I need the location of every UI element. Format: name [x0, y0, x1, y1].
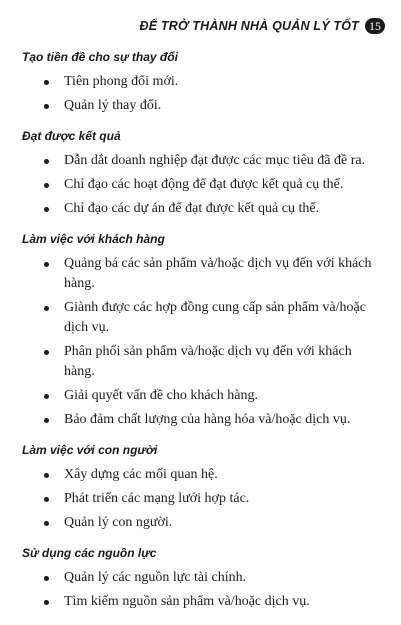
- list-item: [44, 72, 378, 92]
- section-heading: Làm việc với khách hàng: [22, 232, 165, 246]
- list-item: [44, 298, 378, 338]
- list-item: [44, 342, 378, 382]
- bullet-icon: [44, 350, 49, 355]
- list-item-text: Phát triển các mạng lưới hợp tác.: [64, 491, 250, 506]
- list-item: [44, 592, 378, 612]
- list-item: [44, 568, 378, 588]
- list-item-text: Tiên phong đổi mới.: [64, 74, 179, 89]
- list-item: [44, 151, 378, 171]
- bullet-icon: [44, 600, 49, 605]
- section-people: [22, 443, 378, 533]
- bullet-list: [22, 254, 378, 430]
- list-item-text: Giành được các hợp đồng cung cấp sản phẩm và/hoặc dịch vụ.: [64, 300, 366, 335]
- bullet-icon: [44, 473, 49, 478]
- list-item: [44, 386, 378, 406]
- bullet-icon: [44, 394, 49, 399]
- list-item-text: Tìm kiếm nguồn sản phẩm và/hoặc dịch vụ.: [64, 594, 310, 609]
- bullet-icon: [44, 306, 49, 311]
- list-item: [44, 489, 378, 509]
- list-item-text: Quản lý các nguồn lực tài chính.: [64, 570, 247, 585]
- bullet-list: [22, 72, 378, 116]
- list-item-text: Bảo đảm chất lượng của hàng hóa và/hoặc dịch vụ.: [64, 412, 351, 427]
- page-content: [22, 50, 378, 625]
- list-item-text: Dẫn dắt doanh nghiệp đạt được các mục tiêu đã đề ra.: [64, 153, 366, 168]
- bullet-list: [22, 151, 378, 219]
- section-create-change: [22, 50, 378, 116]
- list-item: [44, 513, 378, 533]
- list-item-text: Chỉ đạo các dự án để đạt được kết quả cụ thể.: [64, 201, 320, 216]
- bullet-icon: [44, 576, 49, 581]
- list-item: [44, 96, 378, 116]
- bullet-icon: [44, 207, 49, 212]
- list-item-text: Giải quyết vấn đề cho khách hàng.: [64, 388, 258, 403]
- list-item: [44, 254, 378, 294]
- bullet-icon: [44, 80, 49, 85]
- bullet-icon: [44, 262, 49, 267]
- list-item-text: Xây dựng các mối quan hệ.: [64, 467, 218, 482]
- running-title: ĐỂ TRỞ THÀNH NHÀ QUẢN LÝ TỐT: [139, 19, 359, 33]
- list-item-text: Quản lý thay đổi.: [64, 98, 162, 113]
- bullet-icon: [44, 521, 49, 526]
- section-heading: Sử dụng các nguồn lực: [22, 546, 157, 560]
- list-item-text: Quảng bá các sản phẩm và/hoặc dịch vụ đến với khách hàng.: [64, 256, 372, 291]
- page-header: [139, 16, 385, 36]
- bullet-icon: [44, 104, 49, 109]
- list-item-text: Phân phối sản phẩm và/hoặc dịch vụ đến với khách hàng.: [64, 344, 352, 379]
- list-item: [44, 465, 378, 485]
- list-item: [44, 410, 378, 430]
- list-item: [44, 175, 378, 195]
- section-heading: Làm việc với con người: [22, 443, 158, 457]
- list-item-text: Chỉ đạo các hoạt động để đạt được kết quả cụ thể.: [64, 177, 344, 192]
- bullet-icon: [44, 159, 49, 164]
- section-customers: [22, 232, 378, 430]
- section-resources: [22, 546, 378, 612]
- section-achieve-results: [22, 129, 378, 219]
- list-item-text: Quản lý con người.: [64, 515, 173, 530]
- page-number: 15: [365, 18, 385, 34]
- list-item: [44, 199, 378, 219]
- bullet-icon: [44, 183, 49, 188]
- bullet-list: [22, 465, 378, 533]
- bullet-icon: [44, 497, 49, 502]
- section-heading: Tạo tiền đề cho sự thay đổi: [22, 50, 178, 64]
- bullet-icon: [44, 418, 49, 423]
- section-heading: Đạt được kết quả: [22, 129, 121, 143]
- bullet-list: [22, 568, 378, 612]
